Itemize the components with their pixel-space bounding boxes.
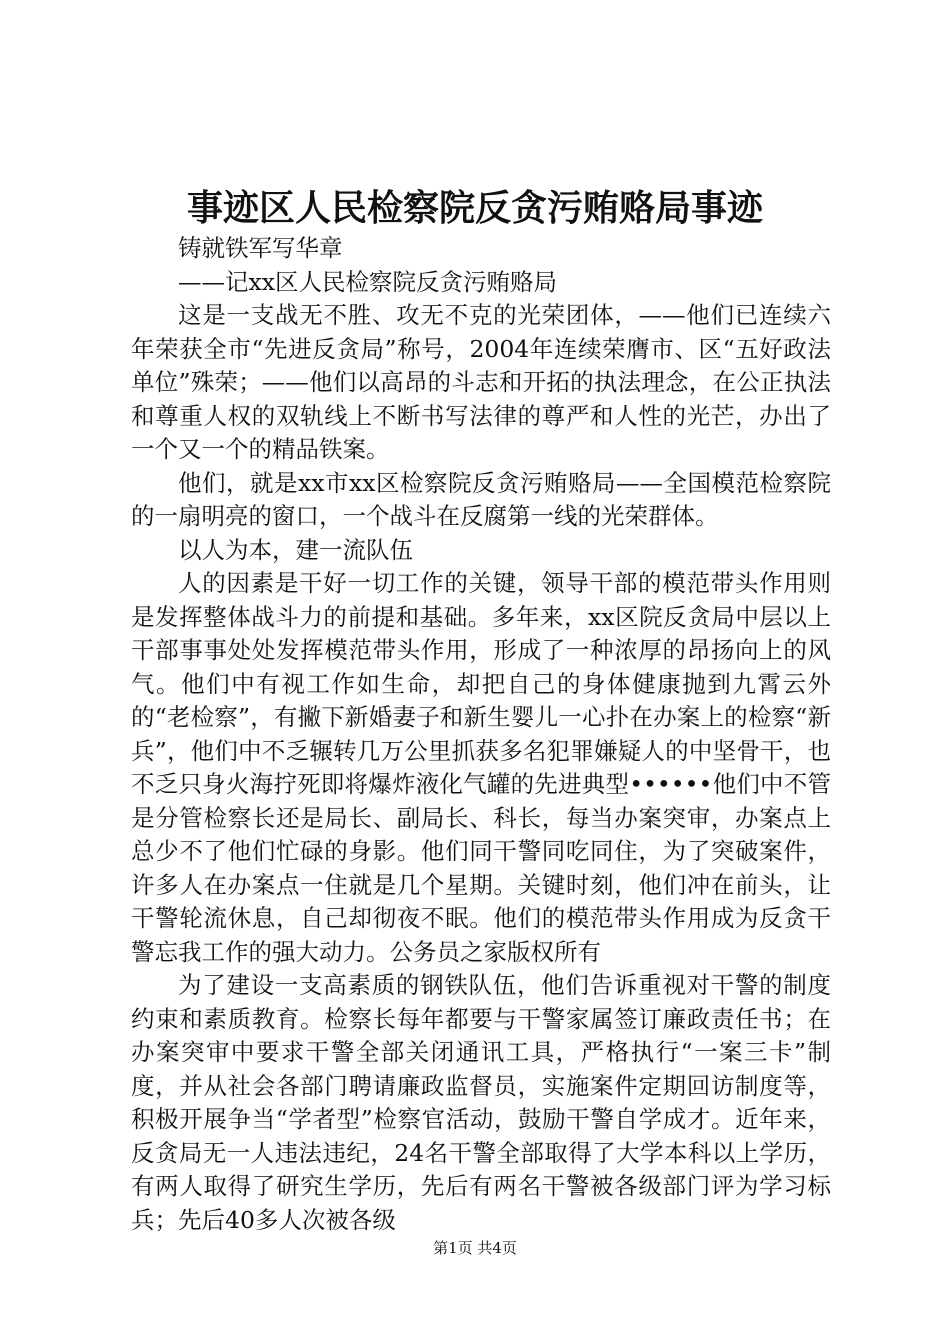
paragraph: 为了建设一支高素质的钢铁队伍，他们告诉重视对干警的制度约束和素质教育。检察长每年都要与干警家属签订廉政责任书；在办案突审中要求干警全部关闭通讯工具，严格执行“一案三卡”制度，并从社会各部门聘请廉政监督员，实施案件定期回访制度等，积极开展争当“学者型”检察官活动，鼓励干警自学成才。近年来，反贪局无一人违法违纪，24名干警全部取得了大学本科以上学历，有两人取得了研究生学历，先后有两名干警被各级部门评为学习标兵；先后40多人次被各级 (131, 971, 831, 1234)
document-title: 事迹区人民检察院反贪污贿赂局事迹 (186, 187, 763, 229)
paragraph: 他们，就是xx市xx区检察院反贪污贿赂局——全国模范检察院的一扇明亮的窗口，一个战斗在反腐第一线的光荣群体。 (131, 468, 831, 530)
page-footer: 第1页 共4页 (433, 1239, 517, 1257)
subtitle-byline: ——记xx区人民检察院反贪污贿赂局 (178, 267, 558, 296)
subtitle: 铸就铁军写华章 (178, 234, 343, 262)
document-body (131, 232, 831, 1237)
paragraph: 这是一支战无不胜、攻无不克的光荣团体，——他们已连续六年荣获全市“先进反贪局”称号，2004年连续荣膺市、区“五好政法单位”殊荣；——他们以高昂的斗志和开拓的执法理念，在公正执法和尊重人权的双轨线上不断书写法律的尊严和人性的光芒，办出了一个又一个的精品铁案。 (131, 301, 831, 463)
paragraph: 人的因素是干好一切工作的关键，领导干部的模范带头作用则是发挥整体战斗力的前提和基础。多年来，xx区院反贪局中层以上干部事事处处发挥模范带头作用，形成了一种浓厚的昂扬向上的风气。他们中有视工作如生命，却把自己的身体健康抛到九霄云外的“老检察”，有撇下新婚妻子和新生婴儿一心扑在办案上的检察“新兵”，他们中不乏辗转几万公里抓获多名犯罪嫌疑人的中坚骨干，也不乏只身火海拧死即将爆炸液化气罐的先进典型••••••他们中不管是分管检察长还是局长、副局长、科长，每当办案突审，办案点上总少不了他们忙碌的身影。他们同干警同吃同住，为了突破案件，许多人在办案点一住就是几个星期。关键时刻，他们冲在前头，让干警轮流休息，自己却彻夜不眠。他们的模范带头作用成为反贪干警忘我工作的强大动力。公务员之家版权所有 (131, 569, 831, 966)
section-heading: 以人为本，建一流队伍 (178, 535, 413, 564)
